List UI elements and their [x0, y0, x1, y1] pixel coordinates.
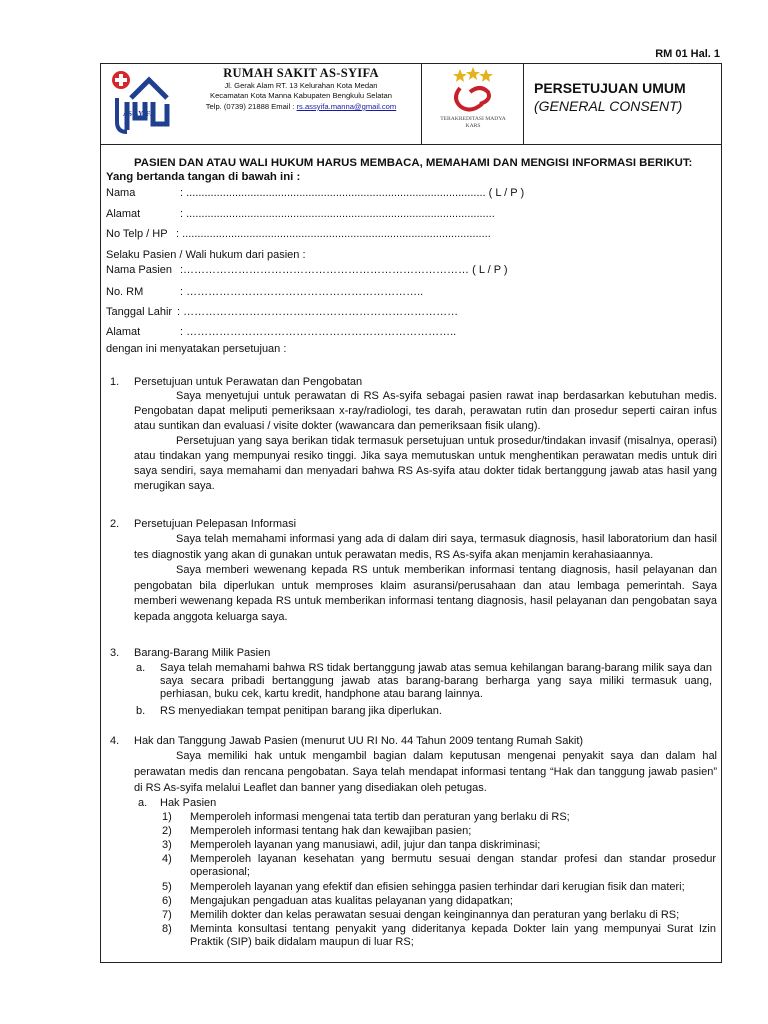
section-1-paragraph-2: Persetujuan yang saya berikan tidak termasuk persetujuan untuk prosedur/tindakan invasif (misalnya, operasi) atau tindakan yang mempunyai resiko tinggi. Jika saya memutuskan untuk menghentikan perawatan medis untuk diri saya sendiri, saya memahami dan menyadari bahwa RS As-syifa atau dokter tidak bertanggung jawab atas hasil yang merugikan saya.: [134, 435, 717, 492]
section-4-paragraph: Saya memiliki hak untuk mengambil bagian dalam keputusan mengenai penyakit saya dan dalam hal perawatan medis dan rencana pengobatan. Saya telah mendapat informasi tentang “Hak dan tanggung jawab pasien” di RS As-syifa melalui Leaflet dan banner yang disediakan oleh petugas.: [134, 750, 717, 794]
field-nama[interactable]: : .................................................................................................. ( L / P ): [180, 187, 525, 199]
accreditation-line-1: TERAKREDITASI MADYA: [440, 116, 506, 122]
section-4-title: Hak dan Tanggung Jawab Pasien (menurut UU RI No. 44 Tahun 2009 tentang Rumah Sakit): [134, 735, 584, 747]
hak-pasien-item-6: [162, 895, 716, 909]
section-3-title: Barang-Barang Milik Pasien: [134, 647, 271, 659]
hak-pasien-item-5-text: Memperoleh layanan yang efektif dan efisien sehingga pasien terhindar dari kerugian fisik dan materi;: [190, 881, 685, 893]
section-1-title: Persetujuan untuk Perawatan dan Pengobatan: [134, 376, 363, 388]
field-label-no-rm: No. RM: [106, 286, 144, 298]
field-nama-pasien[interactable]: :…………………………………………………………………… ( L / P ): [180, 264, 508, 276]
hospital-logo-icon: [109, 68, 177, 140]
section-2-body: [134, 532, 717, 625]
field-label-tanggal-lahir: Tanggal Lahir: [106, 306, 173, 318]
logo-label: AS-SYIFA: [123, 110, 155, 118]
hak-pasien-item-1: [162, 811, 716, 825]
hak-pasien-item-1-number: 1): [162, 811, 172, 823]
declaration-text: dengan ini menyatakan persetujuan :: [106, 343, 287, 355]
patient-heading: Selaku Pasien / Wali hukum dari pasien :: [106, 249, 306, 261]
field-tanggal-lahir[interactable]: : …………………………………………………………………: [177, 306, 459, 318]
page-reference: RM 01 Hal. 1: [655, 48, 720, 60]
hak-pasien-item-7: [162, 909, 716, 923]
section-2-paragraph-2: Saya memberi wewenang kepada RS untuk memberikan informasi tentang diagnosis, hasil pelayanan dan pengobatan bila diperlukan untuk memproses klaim asuransi/perusahaan dan atau lembaga pemerintah. Saya memberi wewenang kepada RS untuk memberikan informasi tentang diagnosis, hasil pelayanan dan pengobatan saya kepada anggota keluarga saya.: [134, 564, 717, 623]
section-3-item-a-marker: a.: [136, 662, 146, 674]
section-4-body: [134, 748, 717, 796]
section-3-item-b-text: RS menyediakan tempat penitipan barang jika diperlukan.: [160, 705, 442, 717]
section-4-number: 4.: [110, 735, 120, 747]
form-title-box: [523, 64, 722, 144]
form-subtitle: (GENERAL CONSENT): [534, 98, 683, 114]
section-1-paragraph-1: Saya menyetujui untuk perawatan di RS As-syifa sebagai pasien rawat inap berdasarkan kebutuhan medis. Pengobatan dapat meliputi pemeriksaan x-ray/radiologi, tes darah, perawatan rutin dan prosedur seperti cairan infus atau suntikan dan evaluasi / visite dokter (wawancara dan pemeriksaan fisik ulang).: [134, 390, 717, 432]
section-1-body: [134, 389, 717, 494]
field-label-nama-pasien: Nama Pasien: [106, 264, 173, 276]
hak-pasien-item-3: [162, 839, 716, 853]
field-label-alamat-pasien: Alamat: [106, 326, 141, 338]
section-3-item-b-marker: b.: [136, 705, 146, 717]
section-3-number: 3.: [110, 647, 120, 659]
form-header: [101, 64, 721, 145]
field-alamat[interactable]: : .....................................................................................................: [180, 208, 495, 220]
accreditation-badge: [421, 64, 524, 144]
field-label-telp: No Telp / HP: [106, 228, 168, 240]
hak-pasien-item-5: [162, 881, 716, 895]
hak-pasien-item-8-text: Meminta konsultasi tentang penyakit yang dideritanya kepada Dokter lain yang mempunyai Surat Izin Praktik (SIP) baik didalam maupun di luar RS;: [190, 923, 716, 948]
hak-pasien-item-2-text: Memperoleh informasi tentang hak dan kewajiban pasien;: [190, 825, 472, 837]
section-2-paragraph-1: Saya telah memahami informasi yang ada di dalam diri saya, termasuk diagnosis, hasil laboratorium dan hasil tes diagnostik yang akan di gunakan untuk perawatan medis, RS As-syifa akan menjamin kerahasiaannya.: [134, 533, 717, 561]
hak-pasien-item-7-text: Memilih dokter dan kelas perawatan sesuai dengan keinginannya dan peraturan yang berlaku di RS;: [190, 909, 680, 921]
section-3-item-a-text: Saya telah memahami bahwa RS tidak bertanggung jawab atas semua kehilangan barang-barang milik saya dan saya secara pribadi bertanggung jawab atas barang-barang berharga yang saya miliki termasuk uang, perhiasan, buku cek, kartu kredit, handphone atau barang lainnya.: [160, 662, 712, 700]
hak-pasien-item-5-number: 5): [162, 881, 172, 893]
field-no-rm[interactable]: : ………………………………………………………..: [180, 286, 424, 298]
field-telp[interactable]: : .....................................................................................................: [176, 228, 491, 240]
hospital-name: RUMAH SAKIT AS-SYIFA: [223, 66, 379, 80]
field-label-alamat: Alamat: [106, 208, 141, 220]
hospital-phone: Telp. (0739) 21888 Email :: [205, 102, 297, 111]
hak-pasien-item-7-number: 7): [162, 909, 172, 921]
instruction-text: PASIEN DAN ATAU WALI HUKUM HARUS MEMBACA, MEMAHAMI DAN MENGISI INFORMASI BERIKUT:: [134, 157, 693, 169]
hak-pasien-item-4-text: Memperoleh layanan kesehatan yang bermutu sesuai dengan standar profesi dan standar prosedur operasional;: [190, 853, 716, 878]
hak-pasien-item-3-text: Memperoleh layanan yang manusiawi, adil, jujur dan tanpa diskriminasi;: [190, 839, 541, 851]
hospital-contact: [181, 102, 421, 112]
hak-pasien-item-4: [162, 853, 716, 881]
accreditation-text: [422, 116, 524, 130]
section-3-item-a: [136, 662, 716, 707]
section-2-number: 2.: [110, 518, 120, 530]
section-3-item-b: [136, 705, 716, 719]
accreditation-line-2: KARS: [465, 123, 481, 129]
hak-pasien-item-3-number: 3): [162, 839, 172, 851]
hak-pasien-item-6-text: Mengajukan pengaduan atas kualitas pelayanan yang didapatkan;: [190, 895, 513, 907]
hak-pasien-item-2-number: 2): [162, 825, 172, 837]
hospital-address-2: Kecamatan Kota Manna Kabupaten Bengkulu Selatan: [210, 91, 392, 100]
section-2-title: Persetujuan Pelepasan Informasi: [134, 518, 297, 530]
hospital-email-link[interactable]: rs.assyifa.manna@gmail.com: [296, 102, 397, 111]
section-1-number: 1.: [110, 376, 120, 388]
section-4a-marker: a.: [138, 797, 148, 809]
hospital-identity: [101, 64, 421, 144]
field-alamat-pasien[interactable]: : ………………………………………………………………..: [180, 326, 457, 338]
hak-pasien-item-6-number: 6): [162, 895, 172, 907]
hak-pasien-item-2: [162, 825, 716, 839]
field-label-nama: Nama: [106, 187, 136, 199]
form-title: PERSETUJUAN UMUM: [534, 80, 686, 96]
hak-pasien-item-1-text: Memperoleh informasi mengenai tata tertib dan peraturan yang berlaku di RS;: [190, 811, 570, 823]
hak-pasien-item-4-number: 4): [162, 853, 172, 865]
signer-heading: Yang bertanda tangan di bawah ini :: [106, 171, 301, 183]
kars-emblem-icon: [430, 66, 516, 116]
section-4a-title: Hak Pasien: [160, 797, 217, 809]
hak-pasien-item-8: [162, 923, 716, 951]
hospital-address-1: Jl. Gerak Alam RT. 13 Kelurahan Kota Medan: [224, 81, 378, 90]
hak-pasien-item-8-number: 8): [162, 923, 172, 935]
